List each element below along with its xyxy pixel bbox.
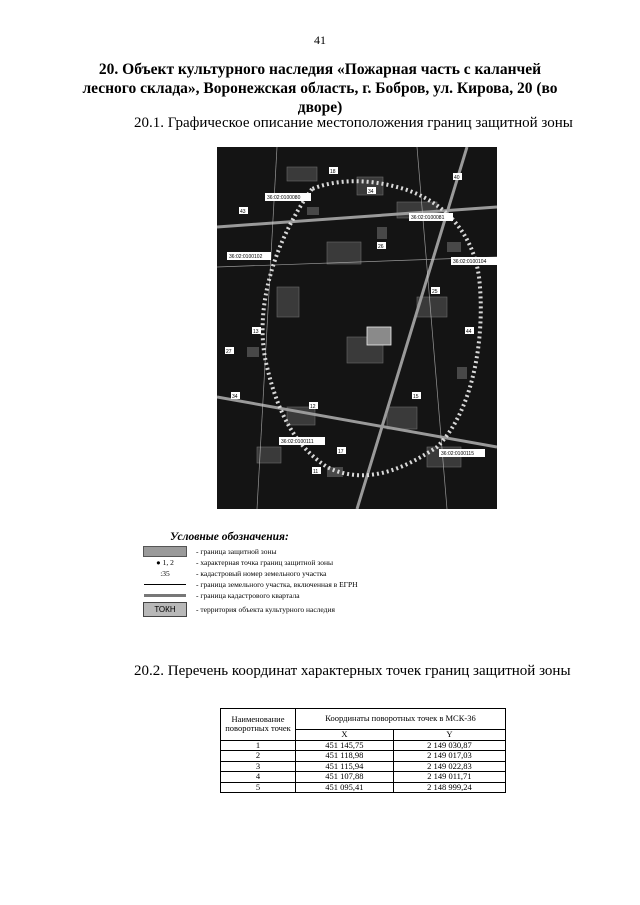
table-row	[221, 772, 506, 783]
quarter-line-symbol	[140, 594, 190, 597]
point-name: 5	[221, 782, 296, 793]
point-label: 34	[368, 189, 374, 195]
coord-y: 2 149 022,83	[393, 761, 505, 772]
map-canvas	[217, 147, 497, 509]
zone-boundary-swatch	[140, 546, 190, 557]
point-name: 3	[221, 761, 296, 772]
coord-y: 2 149 030,87	[393, 740, 505, 751]
coord-y: 2 149 017,03	[393, 751, 505, 762]
cad-label-4: 36:02:0100104	[453, 259, 487, 265]
point-label: 18	[330, 169, 336, 175]
legend-text: - характерная точка границ защитной зоны	[196, 558, 334, 567]
table-row	[221, 782, 506, 793]
land-plot-line-symbol	[140, 584, 190, 585]
table-row	[221, 751, 506, 762]
col-header-y: Y	[393, 730, 505, 741]
coord-y: 2 148 999,24	[393, 782, 505, 793]
tokn-swatch: ТОКН	[143, 602, 187, 617]
point-label: 13	[253, 329, 259, 335]
section-title-graphic: 20.1. Графическое описание местоположения границ защитной зоны	[134, 115, 573, 131]
cadastral-map-image	[217, 147, 497, 509]
coord-x: 451 115,94	[296, 761, 394, 772]
coord-x: 451 095,41	[296, 782, 394, 793]
col-header-x: X	[296, 730, 394, 741]
cad-label-3: 36:02:0100102	[229, 254, 263, 260]
cad-label-2: 36:02:0100081	[411, 215, 445, 221]
legend-text: - граница земельного участка, включенная в ЕГРН	[196, 580, 358, 589]
point-label: 12	[310, 404, 316, 410]
point-name: 2	[221, 751, 296, 762]
page-heading: 20. Объект культурного наследия «Пожарная часть с каланчей лесного склада», Воронежская область, г. Бобров, ул. Кирова, 20 (во дворе)	[82, 61, 558, 116]
legend-row-zone-boundary	[140, 546, 470, 557]
coord-x: 451 107,88	[296, 772, 394, 783]
legend-text: - граница кадастрового квартала	[196, 591, 300, 600]
legend-row-boundary-point	[140, 557, 470, 568]
point-label: 44	[466, 329, 472, 335]
point-name: 4	[221, 772, 296, 783]
point-label: 26	[378, 244, 384, 250]
point-label: 11	[313, 469, 319, 475]
cad-label-1: 36:02:0100080	[267, 195, 301, 201]
point-label: 15	[413, 394, 419, 400]
point-label: 34	[232, 394, 238, 400]
point-label: 25	[432, 289, 438, 295]
coordinates-table	[220, 708, 506, 793]
point-label: 43	[240, 209, 246, 215]
legend-row-quarter-boundary	[140, 590, 470, 601]
legend-title: Условные обозначения:	[170, 531, 289, 543]
legend-row-tokn	[140, 601, 470, 618]
legend-row-cadastral-number	[140, 568, 470, 579]
legend-text: - граница защитной зоны	[196, 547, 277, 556]
legend-text: - кадастровый номер земельного участка	[196, 569, 327, 578]
legend-text: - территория объекта культурного наследия	[196, 605, 335, 614]
page-number: 41	[314, 33, 326, 47]
point-label: 27	[226, 349, 232, 355]
table-row	[221, 740, 506, 751]
section-title-coordinates: 20.2. Перечень координат характерных точек границ защитной зоны	[134, 663, 571, 679]
point-label: 17	[338, 449, 344, 455]
boundary-point-symbol: ● 1, 2	[156, 558, 174, 567]
col-header-coordinates: Координаты поворотных точек в МСК-36	[296, 709, 506, 730]
cad-label-6: 36:02:0100115	[441, 451, 474, 457]
table-row	[221, 761, 506, 772]
point-label: 40	[454, 175, 460, 181]
legend-row-land-plot-boundary	[140, 579, 470, 590]
col-header-point-name: Наименование поворотных точек	[221, 709, 296, 741]
cad-label-5: 36:02:0100111	[281, 439, 314, 445]
map-legend	[140, 531, 470, 618]
cadastral-number-symbol: :35	[160, 569, 170, 578]
coord-x: 451 118,98	[296, 751, 394, 762]
point-name: 1	[221, 740, 296, 751]
coord-x: 451 145,75	[296, 740, 394, 751]
coord-y: 2 149 011,71	[393, 772, 505, 783]
